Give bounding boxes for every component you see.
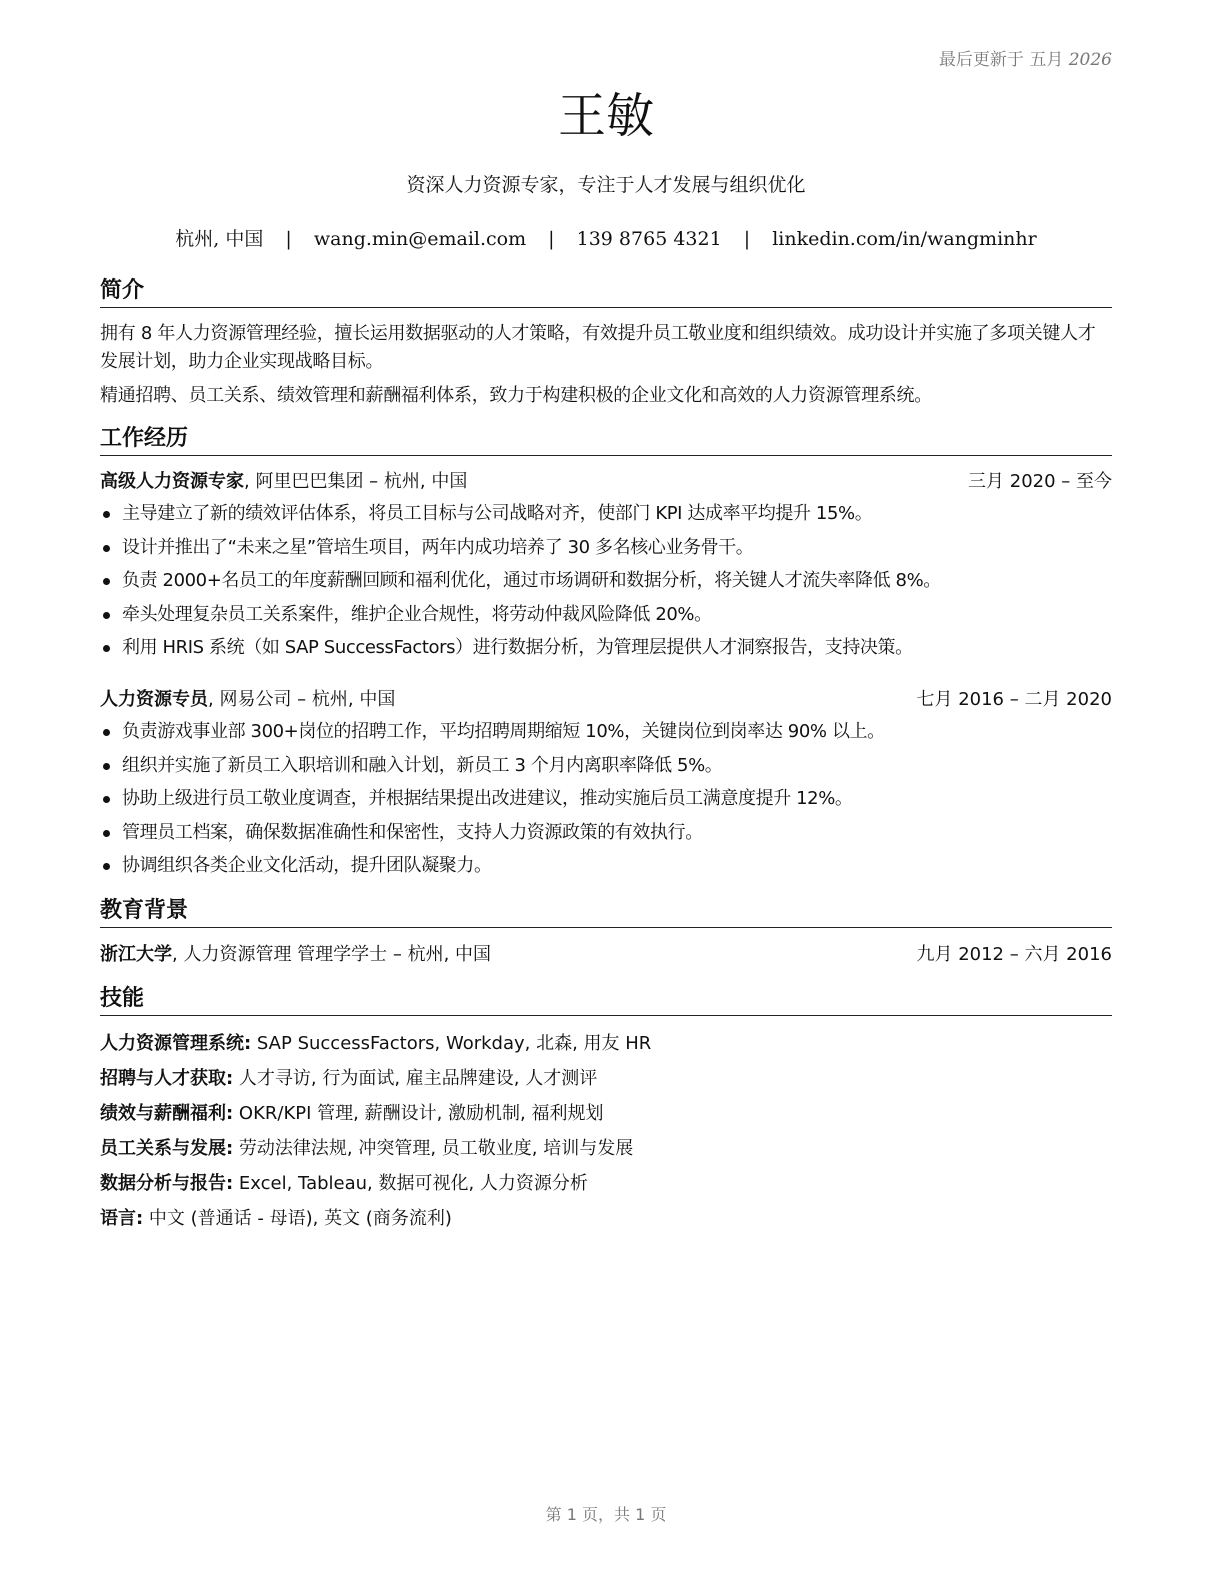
contact-separator: | (743, 228, 751, 250)
skill-value: Excel, Tableau, 数据可视化, 人力资源分析 (233, 1173, 588, 1194)
skill-value: SAP SuccessFactors, Workday, 北森, 用友 HR (251, 1033, 652, 1054)
last-updated (939, 45, 1112, 70)
section-title-skills: 技能 (100, 985, 1112, 1016)
skill-row (100, 1061, 1112, 1096)
section-title-experience: 工作经历 (100, 425, 1112, 456)
candidate-tagline: 资深人力资源专家，专注于人才发展与组织优化 (406, 174, 806, 196)
job-dates: 七月 2016 – 二月 2020 (916, 689, 1112, 710)
list-item: 牵头处理复杂员工关系案件，维护企业合规性，将劳动仲裁风险降低 20%。 (100, 598, 1112, 632)
list-item: 协调组织各类企业文化活动，提升团队凝聚力。 (100, 849, 1112, 883)
education-school: 浙江大学 (100, 944, 172, 965)
job-bullets (100, 715, 1112, 883)
summary-paragraph: 拥有 8 年人力资源管理经验，擅长运用数据驱动的人才策略，有效提升员工敬业度和组织绩效。成功设计并实施了多项关键人才发展计划，助力企业实现战略目标。 (100, 323, 1096, 372)
list-item: 利用 HRIS 系统（如 SAP SuccessFactors）进行数据分析，为管理层提供人才洞察报告，支持决策。 (100, 631, 1112, 665)
job-header (100, 469, 1112, 495)
skill-row (100, 1166, 1112, 1201)
skill-category: 招聘与人才获取: (100, 1068, 234, 1089)
section-title-summary: 简介 (100, 277, 1112, 308)
skills-list (100, 1026, 1112, 1236)
skill-category: 人力资源管理系统: (100, 1033, 252, 1054)
last-updated-label: 最后更新于 五月 (938, 50, 1064, 70)
skill-row (100, 1201, 1112, 1236)
skill-value: 人才寻访, 行为面试, 雇主品牌建设, 人才测评 (233, 1068, 598, 1089)
page-number: 第 1 页，共 1 页 (545, 1505, 667, 1524)
skill-value: 中文 (普通话 - 母语), 英文 (商务流利) (143, 1208, 452, 1229)
job-bullets (100, 497, 1112, 665)
summary-paragraph: 精通招聘、员工关系、绩效管理和薪酬福利体系，致力于构建积极的企业文化和高效的人力资源管理系统。 (100, 385, 932, 406)
candidate-name: 王敏 (557, 88, 654, 144)
skill-value: 劳动法律法规, 冲突管理, 员工敬业度, 培训与发展 (233, 1138, 634, 1159)
skill-category: 绩效与薪酬福利: (100, 1103, 234, 1124)
job-role: 高级人力资源专家 (100, 471, 244, 492)
contact-separator: | (548, 228, 555, 250)
skill-row (100, 1096, 1112, 1131)
list-item: 组织并实施了新员工入职培训和融入计划，新员工 3 个月内离职率降低 5%。 (100, 749, 1112, 783)
job-company: , 网易公司 – 杭州, 中国 (208, 689, 396, 710)
education-entry (100, 942, 1112, 968)
skill-category: 数据分析与报告: (100, 1173, 234, 1194)
contact-phone[interactable]: 139 8765 4321 (576, 228, 722, 250)
job-dates: 三月 2020 – 至今 (968, 471, 1112, 492)
list-item: 主导建立了新的绩效评估体系，将员工目标与公司战略对齐，使部门 KPI 达成率平均提升 15%。 (100, 497, 1112, 531)
list-item: 负责 2000+名员工的年度薪酬回顾和福利优化，通过市场调研和数据分析，将关键人才流失率降低 8%。 (100, 564, 1112, 598)
contact-location: 杭州, 中国 (175, 228, 264, 250)
list-item: 管理员工档案，确保数据准确性和保密性，支持人力资源政策的有效执行。 (100, 816, 1112, 850)
list-item: 负责游戏事业部 300+岗位的招聘工作，平均招聘周期缩短 10%，关键岗位到岗率达 90% 以上。 (100, 715, 1112, 749)
education-dates: 九月 2012 – 六月 2016 (916, 944, 1112, 965)
job-company: , 阿里巴巴集团 – 杭州, 中国 (244, 471, 468, 492)
skill-row (100, 1131, 1112, 1166)
list-item: 协助上级进行员工敬业度调查，并根据结果提出改进建议，推动实施后员工满意度提升 12%。 (100, 782, 1112, 816)
contact-email[interactable]: wang.min@email.com (313, 228, 527, 250)
job-role: 人力资源专员 (100, 689, 208, 710)
skill-category: 语言: (100, 1208, 144, 1229)
skill-row (100, 1026, 1112, 1061)
job-header (100, 687, 1112, 713)
skill-value: OKR/KPI 管理, 薪酬设计, 激励机制, 福利规划 (233, 1103, 604, 1124)
section-title-education: 教育背景 (100, 897, 1112, 928)
list-item: 设计并推出了“未来之星”管培生项目，两年内成功培养了 30 多名核心业务骨干。 (100, 531, 1112, 565)
resume-page (100, 0, 1112, 1584)
contact-line (100, 224, 1112, 251)
education-detail: , 人力资源管理 管理学学士 – 杭州, 中国 (172, 944, 492, 965)
contact-linkedin[interactable]: linkedin.com/in/wangminhr (772, 228, 1037, 250)
skill-category: 员工关系与发展: (100, 1138, 234, 1159)
last-updated-year: 2026 (1068, 50, 1112, 70)
contact-separator: | (285, 228, 292, 250)
